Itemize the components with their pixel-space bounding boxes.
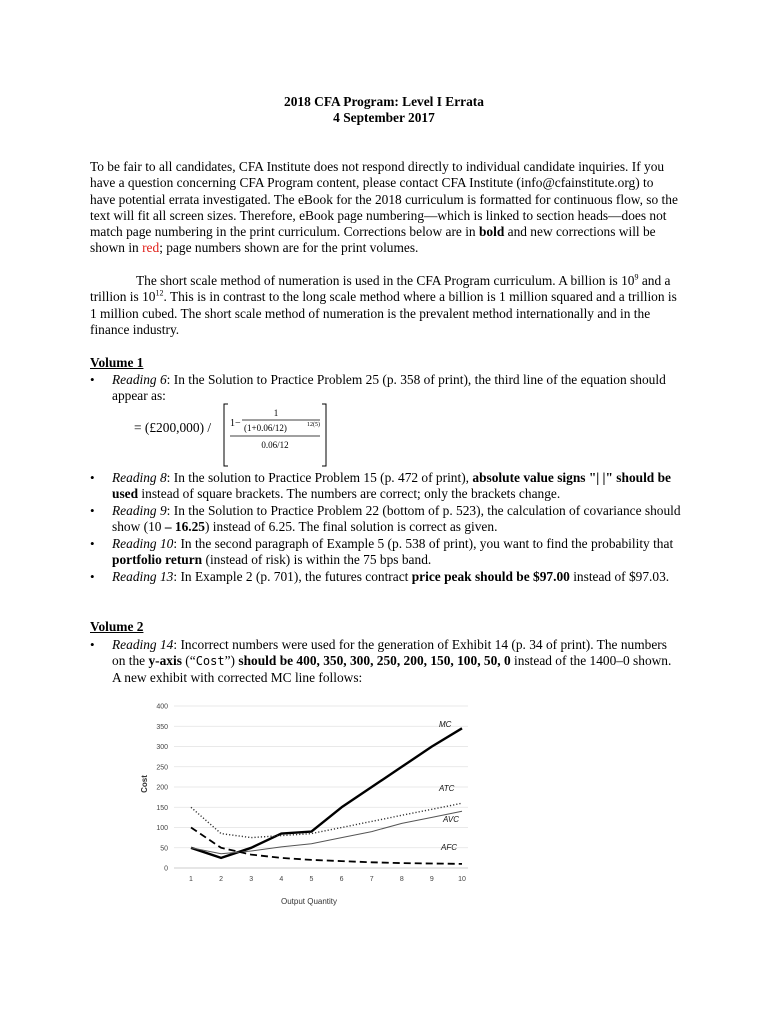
numeration-text-b: and a trillion is 10 [90, 273, 671, 305]
item-text: : In the second paragraph of Example 5 (p. 538 of print), you want to find the probability that [173, 536, 674, 551]
y-tick-label: 400 [156, 703, 168, 711]
chart-series [191, 728, 462, 864]
item-text-end: instead of $97.03. [569, 569, 670, 584]
item-text-end: (instead of risk) is within the 75 bps band. [202, 552, 432, 568]
cost-curves-chart [134, 694, 484, 910]
billion-exponent: 9 [634, 272, 639, 282]
equation-inner-denominator: (1+0.06/12) [244, 423, 287, 433]
y-tick-label: 250 [156, 764, 168, 772]
equation-bracket-fraction [222, 402, 332, 468]
item-bold-yaxis: y-axis [148, 653, 182, 669]
document-title: 2018 CFA Program: Level I Errata [284, 94, 484, 109]
intro-text-a: To be fair to all candidates, CFA Institute does not respond directly to individual candidate inquiries. If you have a question concerning CFA Program content, please contact CFA Institute (info@cfainstitute.org) to have potential errata investigated. The eBook for the 2018 curriculum is formatted for continuous flow, so the text will fit all screen sizes. Therefore, eBook page numbering—which is linked to section heads—does not match page numbering in the print curriculum. Corrections below are in [90, 159, 678, 240]
x-tick-label: 7 [369, 876, 374, 883]
y-tick-label: 200 [156, 784, 168, 792]
equation-one-minus: 1− [230, 418, 241, 429]
x-tick-label: 3 [249, 876, 254, 883]
item-bold-values: should be 400, 350, 300, 250, 200, 150, 100, 50, 0 [238, 653, 511, 669]
volume-2-heading: Volume 2 [90, 619, 144, 634]
chart-x-axis-label: Output Quantity [280, 897, 338, 906]
trillion-exponent: 12 [155, 288, 164, 298]
bullet-icon: • [90, 637, 95, 652]
series-label-afc: AFC [441, 843, 457, 852]
chart-gridlines [174, 706, 468, 868]
chart-y-ticks [156, 704, 168, 873]
x-tick-label: 6 [339, 876, 344, 883]
x-tick-label: 9 [429, 876, 434, 883]
y-tick-label: 300 [156, 744, 168, 751]
reading-label: Reading 10 [112, 536, 174, 551]
bullet-icon: • [90, 569, 95, 584]
equation-inner-numerator: 1 [273, 408, 279, 418]
series-label-mc: MC [439, 720, 452, 729]
item-bold-text: portfolio return [112, 552, 203, 568]
intro-text-c: ; page numbers shown are for the print volumes. [159, 240, 419, 256]
x-tick-label: 10 [458, 876, 466, 883]
x-tick-label: 5 [309, 876, 314, 883]
series-label-atc: ATC [439, 784, 455, 793]
x-tick-label: 2 [219, 876, 224, 883]
numeration-text-a: The short scale method of numeration is used in the CFA Program curriculum. A billion is 10 [136, 273, 635, 288]
item-text: : In the Solution to Practice Problem 25 (p. 358 of print), the third line of the equation should appear as: [112, 372, 666, 404]
bullet-icon: • [90, 536, 95, 551]
item-text: : In the solution to Practice Problem 15 (p. 472 of print), [166, 470, 473, 485]
item-mono-cost: Cost [195, 654, 225, 669]
intro-text-b: and new corrections will be shown in [90, 224, 656, 256]
bullet-icon: • [90, 372, 95, 387]
y-tick-label: 100 [156, 825, 168, 832]
y-tick-label: 50 [160, 845, 168, 853]
intro-red-word: red [142, 240, 160, 256]
equation-exponent: 12(5) [307, 422, 320, 428]
item-text-end: instead of the 1400–0 shown. A new exhibit with corrected MC line follows: [112, 653, 672, 685]
reading-label: Reading 9 [112, 503, 167, 518]
series-label-avc: AVC [443, 815, 460, 824]
item-text-end: ) instead of 6.25. The final solution is correct as given. [205, 519, 498, 535]
reading-label: Reading 6 [112, 372, 167, 387]
item-bold-text: – 16.25 [164, 519, 205, 535]
item-text: : In Example 2 (p. 701), the futures contract [173, 569, 412, 584]
x-tick-label: 1 [189, 876, 193, 883]
chart-y-axis-label: Cost [140, 775, 149, 793]
item-text-quote-open: (“ [181, 653, 196, 669]
x-tick-label: 4 [279, 876, 284, 883]
item-text-end: instead of square brackets. The numbers are correct; only the brackets change. [138, 486, 561, 502]
y-tick-label: 150 [156, 804, 168, 812]
intro-paragraph [90, 159, 680, 257]
y-tick-label: 350 [156, 723, 168, 731]
y-tick-label: 0 [164, 865, 168, 873]
reading-label: Reading 8 [112, 470, 167, 485]
series-line-mc [191, 728, 462, 858]
chart-x-ticks [189, 876, 466, 883]
equation [134, 402, 354, 468]
intro-bold-word: bold [478, 224, 505, 240]
series-line-afc [191, 828, 462, 864]
item-bold-text: absolute value signs "| |" should be used [112, 470, 671, 502]
document-date: 4 September 2017 [333, 110, 435, 125]
item-text-quote-close: ”) [224, 653, 239, 669]
numeration-paragraph [90, 273, 680, 338]
equation-denominator: 0.06/12 [261, 440, 289, 450]
reading-label: Reading 14 [112, 637, 174, 652]
equation-lhs: = (£200,000) / [134, 420, 212, 435]
bullet-icon: • [90, 470, 95, 485]
item-text: : In the Solution to Practice Problem 22 (bottom of p. 523), the calculation of covariance should show (10 [112, 503, 681, 535]
volume-1-heading: Volume 1 [90, 355, 144, 370]
x-tick-label: 8 [399, 876, 404, 883]
item-text: : Incorrect numbers were used for the generation of Exhibit 14 (p. 34 of print). The numbers on the [112, 637, 667, 669]
numeration-text-c: . This is in contrast to the long scale method where a billion is 1 million squared and a trillion is 1 million cubed. The short scale method of numeration is the prevalent method internationally and in the finance industry. [90, 289, 677, 337]
reading-label: Reading 13 [112, 569, 174, 584]
bullet-icon: • [90, 503, 95, 518]
item-bold-text: price peak should be $97.00 [411, 569, 570, 584]
